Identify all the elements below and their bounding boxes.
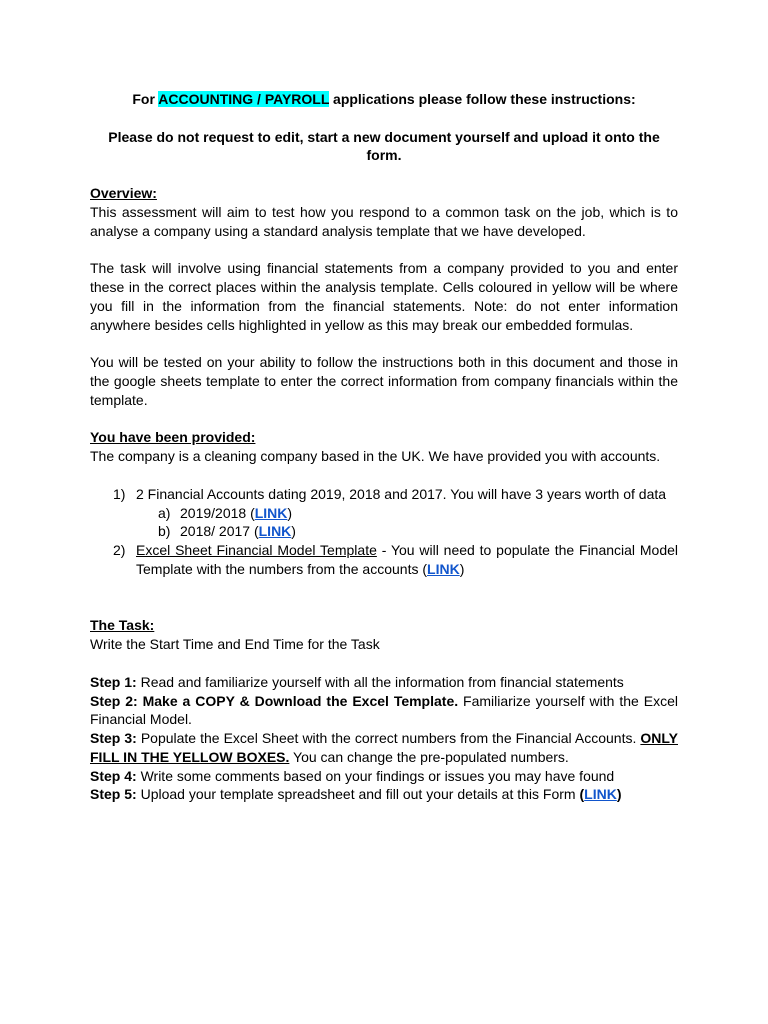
provided-heading: You have been provided: <box>90 429 256 446</box>
yellow-boxes-emphasis: ONLY FILL IN THE YELLOW BOXES. <box>90 730 678 765</box>
step-3: Step 3: Populate the Excel Sheet with the correct numbers from the Financial Accounts. ONLY FILL IN THE YELLOW BOXES. You can change the pre-populated numbers. <box>90 730 678 765</box>
task-intro: Write the Start Time and End Time for the Task <box>90 636 380 653</box>
list-item: a) 2019/2018 (LINK) <box>158 504 293 521</box>
document-page <box>90 90 678 804</box>
application-instructions-heading: For ACCOUNTING / PAYROLL applications please follow these instructions: <box>132 91 636 107</box>
accounts-2018-2017-link[interactable]: LINK <box>258 523 292 540</box>
overview-paragraph-1: This assessment will aim to test how you respond to a common task on the job, which is to analyse a company using a standard analysis template that we have developed. <box>90 203 678 239</box>
overview-heading: Overview: <box>90 184 157 201</box>
form-link[interactable]: LINK <box>584 786 617 803</box>
financial-model-template-title: Excel Sheet Financial Model Template <box>136 542 377 559</box>
highlighted-category: ACCOUNTING / PAYROLL <box>158 91 330 107</box>
financial-model-template-link[interactable]: LINK <box>427 560 460 577</box>
list-item: 1) 2 Financial Accounts dating 2019, 2018 and 2017. You will have 3 years worth of data <box>113 485 667 502</box>
step-2: Step 2: Make a COPY & Download the Excel Template. Familiarize yourself with the Excel Financial Model. <box>90 692 678 728</box>
step-4: Step 4: Write some comments based on your findings or issues you may have found <box>90 767 615 784</box>
list-item: b) 2018/ 2017 (LINK) <box>158 523 296 540</box>
step-1: Step 1: Read and familiarize yourself with all the information from financial statements <box>90 673 624 690</box>
edit-notice: Please do not request to edit, start a new document yourself and upload it onto the form. <box>108 128 660 164</box>
step-5: Step 5: Upload your template spreadsheet and fill out your details at this Form (LINK) <box>90 786 622 803</box>
task-heading: The Task: <box>90 617 155 634</box>
overview-paragraph-3: You will be tested on your ability to follow the instructions both in this document and those in the google sheets template to enter the correct information from company financials within the template. <box>90 354 678 408</box>
list-item: 2) Excel Sheet Financial Model Template - You will need to populate the Financial Model Template with the numbers from the accounts (LINK) <box>113 542 679 577</box>
provided-intro: The company is a cleaning company based in the UK. We have provided you with accounts. <box>90 448 661 465</box>
accounts-2019-2018-link[interactable]: LINK <box>254 504 288 521</box>
overview-paragraph-2: The task will involve using financial statements from a company provided to you and enter these in the correct places within the analysis template. Cells coloured in yellow will be where you fill in the information from the financial statements. Note: do not enter information anywhere besides cells highlighted in yellow as this may break our embedded formulas. <box>90 260 678 333</box>
